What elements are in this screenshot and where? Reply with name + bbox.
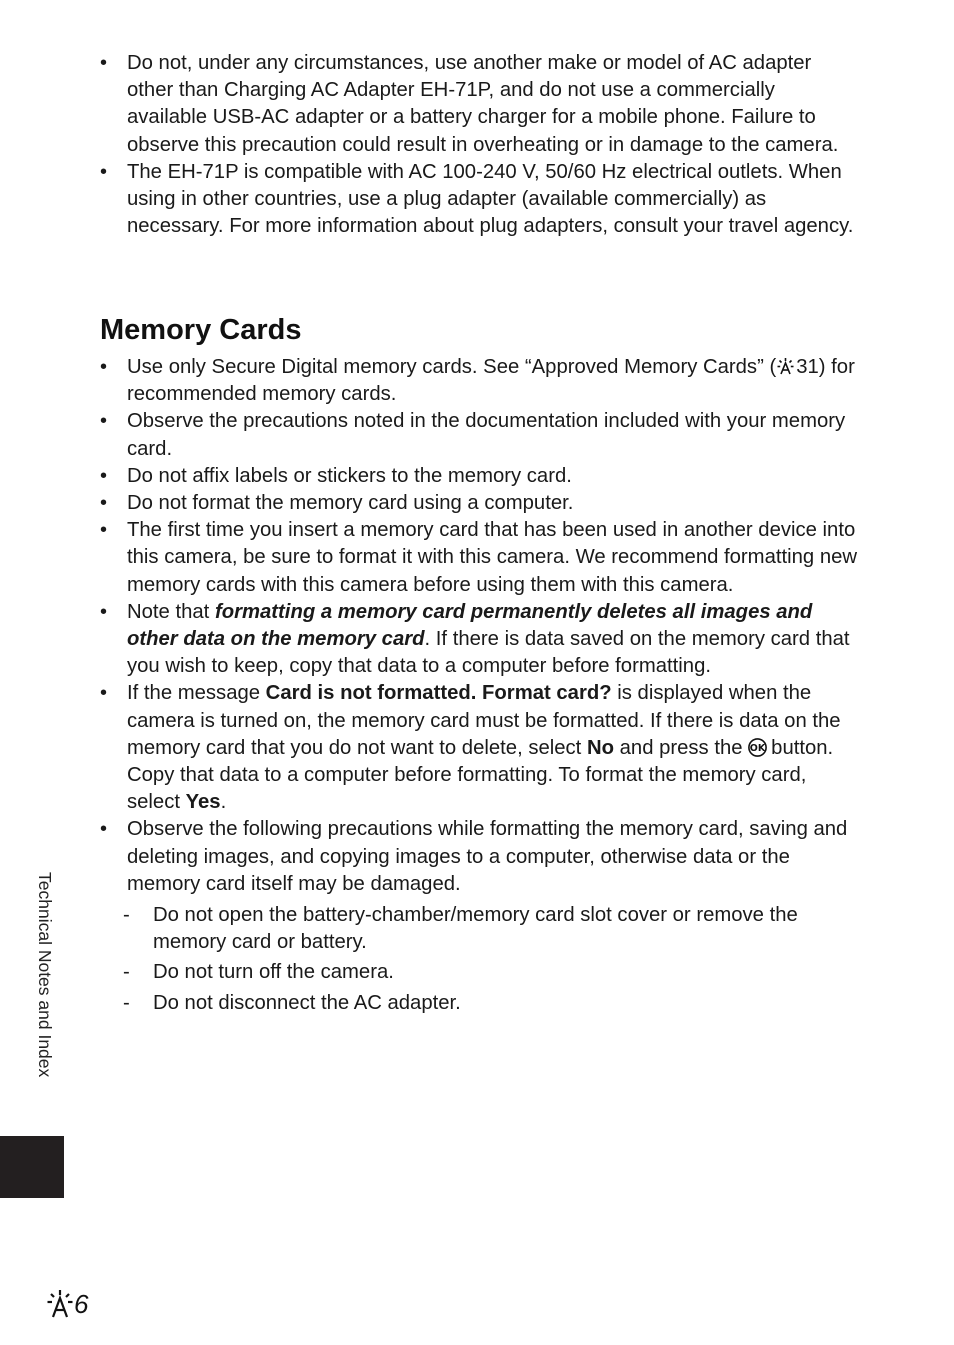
side-tab-label: Technical Notes and Index [35, 872, 55, 1078]
ok-button-icon [748, 738, 767, 757]
item-text: Note that [127, 600, 215, 623]
page-number: 6 [74, 1289, 89, 1319]
ac-adapter-precautions-list [100, 50, 860, 240]
list-item [100, 354, 860, 408]
list-item [100, 680, 860, 816]
bullet: • [100, 600, 108, 623]
option-no: No [586, 736, 614, 759]
list-item [100, 517, 860, 599]
sub-item-text: Do not turn off the camera. [153, 961, 394, 984]
formatting-precautions-sublist [117, 902, 860, 1017]
item-text: Observe the following precautions while formatting the memory card, saving and deleting images, and copying images to a computer, otherwise data or the memory card itself may be damaged. [127, 818, 848, 895]
sub-list-item [117, 902, 860, 956]
bullet: • [100, 160, 108, 183]
bullet: • [100, 52, 108, 74]
item-text: Do not format the memory card using a computer. [127, 492, 574, 515]
item-text: and press the [614, 736, 749, 759]
camera-message: Card is not formatted. Format card? [265, 682, 612, 705]
bullet: • [100, 356, 108, 378]
technical-notes-reference-icon [46, 1289, 74, 1319]
item-text: If the message [127, 682, 266, 705]
bullet: • [100, 519, 108, 542]
item-text: The first time you insert a memory card that has been used in another device into this camera, be sure to format it with this camera. We recommend formatting new memory cards with this camera before using them with this camera. [127, 519, 858, 596]
item-text: button. Copy that data to a computer before formatting. To format the memory card, select [127, 736, 834, 814]
bullet: • [100, 492, 108, 515]
option-yes: Yes [185, 791, 221, 814]
list-item [100, 159, 860, 241]
sub-list-item [117, 959, 860, 986]
warning-emphasis: formatting a memory card permanently deletes all images and other data on the memory card [127, 600, 813, 651]
sub-item-text: Do not disconnect the AC adapter. [153, 991, 461, 1014]
dash: - [123, 961, 130, 984]
item-text: Use only Secure Digital memory cards. See “Approved Memory Cards” ( [127, 356, 777, 378]
item-text: Do not affix labels or stickers to the memory card. [127, 464, 572, 487]
bullet: • [100, 410, 108, 433]
sub-list-item [117, 990, 860, 1017]
page-footer [46, 1289, 88, 1323]
list-item [100, 599, 860, 681]
section-title: Memory Cards [100, 314, 302, 346]
technical-notes-reference-icon [776, 357, 795, 376]
list-item [100, 463, 860, 490]
item-text: . If there is data saved on the memory card that you wish to keep, copy that data to a computer before formatting. [127, 628, 850, 678]
svg-text:OK: OK [749, 743, 766, 755]
item-text: Observe the precautions noted in the documentation included with your memory card. [127, 410, 846, 460]
list-item [100, 490, 860, 517]
bullet: • [100, 818, 108, 841]
item-text: ) for recommended memory cards. [127, 356, 855, 406]
item-text: The EH-71P is compatible with AC 100-240 V, 50/60 Hz electrical outlets. When using in other countries, use a plug adapter (available commercially) as necessary. For more information about plug adapters, consult your travel agency. [127, 160, 854, 238]
dash: - [123, 991, 130, 1014]
item-text: . [220, 791, 227, 814]
sub-item-text: Do not open the battery-chamber/memory card slot cover or remove the memory card or battery. [153, 904, 798, 954]
list-item [100, 408, 860, 462]
bullet: • [100, 682, 108, 705]
list-item [100, 816, 860, 1016]
page-reference: 31 [796, 356, 819, 378]
item-text: is displayed when the camera is turned on, the memory card must be formatted. If there is data on the memory card that you do not want to delete, select [127, 682, 841, 759]
dash: - [123, 904, 130, 927]
bullet: • [100, 464, 108, 487]
section-tab-marker [0, 1136, 64, 1198]
list-item [100, 50, 860, 159]
memory-cards-list [100, 354, 860, 1020]
item-text: Do not, under any circumstances, use another make or model of AC adapter other than Charging AC Adapter EH-71P, and do not use a commercially available USB-AC adapter or a battery charger for a mobile phone. Failure to observe this precaution could result in overheating or in damage to the camera. [127, 52, 839, 156]
